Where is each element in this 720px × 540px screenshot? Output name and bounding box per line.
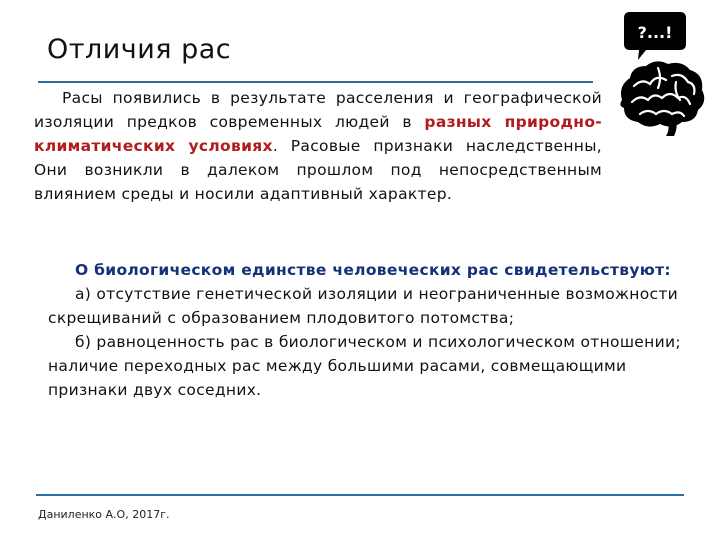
unity-paragraph [48,258,688,402]
bubble-text: ?...! [637,23,673,42]
intro-paragraph [34,86,602,206]
intro-highlight: разных природно-климатических условиях [34,113,603,155]
intro-text-end: . Расовые признаки наследственны, Они возникли в далеком прошлом под непосредственным влиянием среды и носили адаптивный характер. [34,137,602,203]
brain-with-speech-bubble-icon [612,8,708,138]
unity-item-b: б) равноценность рас в биологическом и психологическом отношении; наличие переходных рас между большими расами, совмещающими признаки двух соседних. [48,333,681,399]
title-divider [38,81,593,83]
footer-credit: Даниленко А.О, 2017г. [38,508,170,521]
intro-text-start: Расы появились в результате расселения и географической изоляции предков современных людей в [34,89,602,131]
unity-heading: О биологическом единстве человеческих рас свидетельствуют: [75,261,671,279]
slide-title: Отличия рас [47,34,232,65]
unity-item-a: а) отсутствие генетической изоляции и неограниченные возможности скрещиваний с образованием плодовитого потомства; [48,285,679,327]
footer-divider [36,494,684,496]
